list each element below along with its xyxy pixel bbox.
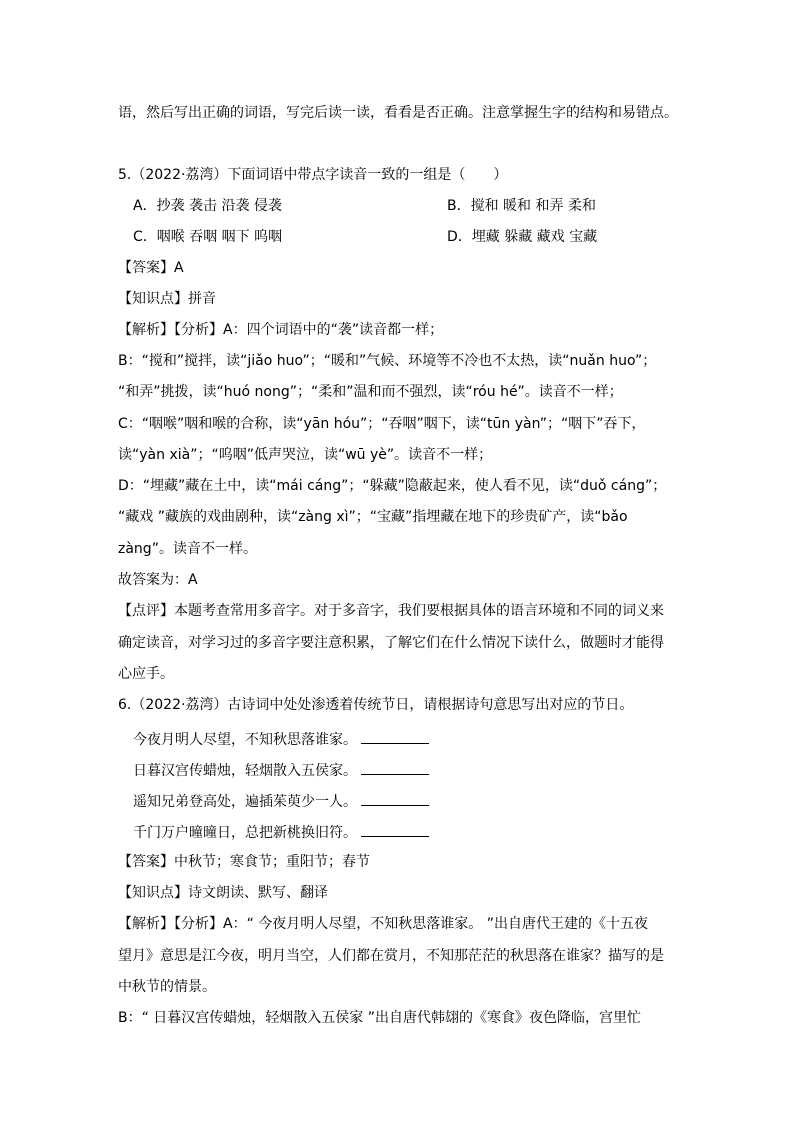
q5-conclusion: 故答案为：A (118, 572, 198, 588)
q5-analysis-line: 读“yàn xià”；“呜咽”低声哭泣，读“wū yè”。读音不一样； (118, 447, 493, 463)
q5-comment-line: 心应手。 (118, 666, 174, 682)
q6-analysis-line: 望月》意思是江今夜，明月当空，人们都在赏月，不知那茫茫的秋思落在谁家？描写的是 (118, 948, 664, 964)
q6-poem-line (133, 760, 429, 780)
q5-answer: 【答案】A (118, 260, 184, 276)
q6-stem: 6.（2022·荔湾）古诗词中处处渗透着传统节日，请根据诗句意思写出对应的节日。 (118, 697, 634, 713)
q5-comment-line: 确定读音，对学习过的多音字要注意积累，了解它们在什么情况下读什么，做题时才能得 (118, 635, 664, 651)
q6-poem-line (133, 791, 429, 811)
answer-blank (361, 791, 429, 806)
answer-blank (361, 822, 429, 837)
q5-analysis-line: B：“搅和”搅拌，读“jiǎo huo”；“暖和”气候、环境等不冷也不太热，读“nuǎn huo”； (118, 353, 657, 369)
poem-text: 千门万户曈曈日，总把新桃换旧符。 (133, 825, 357, 841)
q6-analysis-line: 【解析】【分析】A：“ 今夜月明人尽望，不知秋思落谁家。 ”出自唐代王建的《十五夜 (118, 916, 648, 932)
q5-option-c: C．咽喉 吞咽 咽下 呜咽 (133, 229, 283, 245)
q5-analysis-line: D：“埋藏”藏在土中，读“mái cáng”；“躲藏”隐蔽起来，使人看不见，读“duǒ cáng”； (118, 478, 667, 494)
q5-option-b: B．搅和 暖和 和弄 柔和 (447, 198, 596, 214)
q5-analysis-line: zàng”。读音不一样。 (118, 541, 257, 557)
q5-analysis-line: “和弄”挑拨，读“huó nong”；“柔和”温和而不强烈，读“róu hé”。读音不一样； (118, 384, 623, 400)
q5-knowledge: 【知识点】拼音 (118, 291, 216, 307)
q6-poem-line (133, 729, 429, 749)
answer-blank (361, 760, 429, 775)
q6-knowledge: 【知识点】诗文朗读、默写、翻译 (118, 885, 328, 901)
answer-blank (361, 729, 429, 744)
q5-option-a: A．抄袭 袭击 沿袭 侵袭 (133, 198, 282, 214)
q5-comment-line: 【点评】本题考查常用多音字。对于多音字，我们要根据具体的语言环境和不同的词义来 (118, 603, 664, 619)
q5-analysis-line: 【解析】【分析】A：四个词语中的“袭”读音都一样； (118, 322, 444, 338)
q6-analysis-line: B：“ 日暮汉宫传蜡烛，轻烟散入五侯家 ”出自唐代韩翃的《寒食》夜色降临，宫里忙 (118, 1010, 642, 1026)
q5-option-d: D．埋藏 躲藏 藏戏 宝藏 (447, 229, 598, 245)
q6-poem-line (133, 822, 429, 842)
q5-analysis-line: “藏戏 ”藏族的戏曲剧种，读“zàng xì”；“宝藏”指埋藏在地下的珍贵矿产，读“bǎo (118, 509, 628, 525)
q5-analysis-line: C：“咽喉”咽和喉的合称，读“yān hóu”；“吞咽”咽下，读“tūn yàn”；“咽下”吞下， (118, 416, 646, 432)
q6-analysis-line: 中秋节的情景。 (118, 979, 216, 995)
poem-text: 遥知兄弟登高处，遍插茱萸少一人。 (133, 794, 357, 810)
q6-answer: 【答案】中秋节；寒食节；重阳节；春节 (118, 854, 370, 870)
intro-text: 语，然后写出正确的词语，写完后读一读，看看是否正确。注意掌握生字的结构和易错点。 (118, 105, 678, 121)
poem-text: 日暮汉宫传蜡烛，轻烟散入五侯家。 (133, 763, 357, 779)
poem-text: 今夜月明人尽望，不知秋思落谁家。 (133, 732, 357, 748)
q5-stem: 5.（2022·荔湾）下面词语中带点字读音一致的一组是（ ） (118, 167, 508, 183)
